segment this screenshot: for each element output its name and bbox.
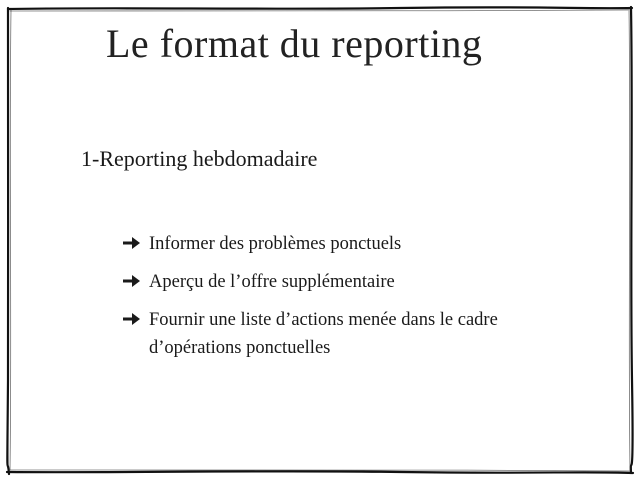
bullet-text: Informer des problèmes ponctuels xyxy=(149,234,402,254)
slide-title: Le format du reporting xyxy=(106,21,483,66)
bullet-item xyxy=(122,268,592,296)
bullet-item xyxy=(122,230,592,258)
bullet-text: Fournir une liste d’actions menée dans le cadre d’opérations ponctuelles xyxy=(149,310,498,358)
arrow-bullet-icon xyxy=(122,311,144,327)
bullet-text: Aperçu de l’offre supplémentaire xyxy=(149,272,395,292)
section-heading: 1-Reporting hebdomadaire xyxy=(81,146,318,171)
bullet-item xyxy=(122,306,592,362)
arrow-bullet-icon xyxy=(122,273,144,289)
arrow-bullet-icon xyxy=(122,235,144,251)
bullet-list xyxy=(122,230,592,372)
